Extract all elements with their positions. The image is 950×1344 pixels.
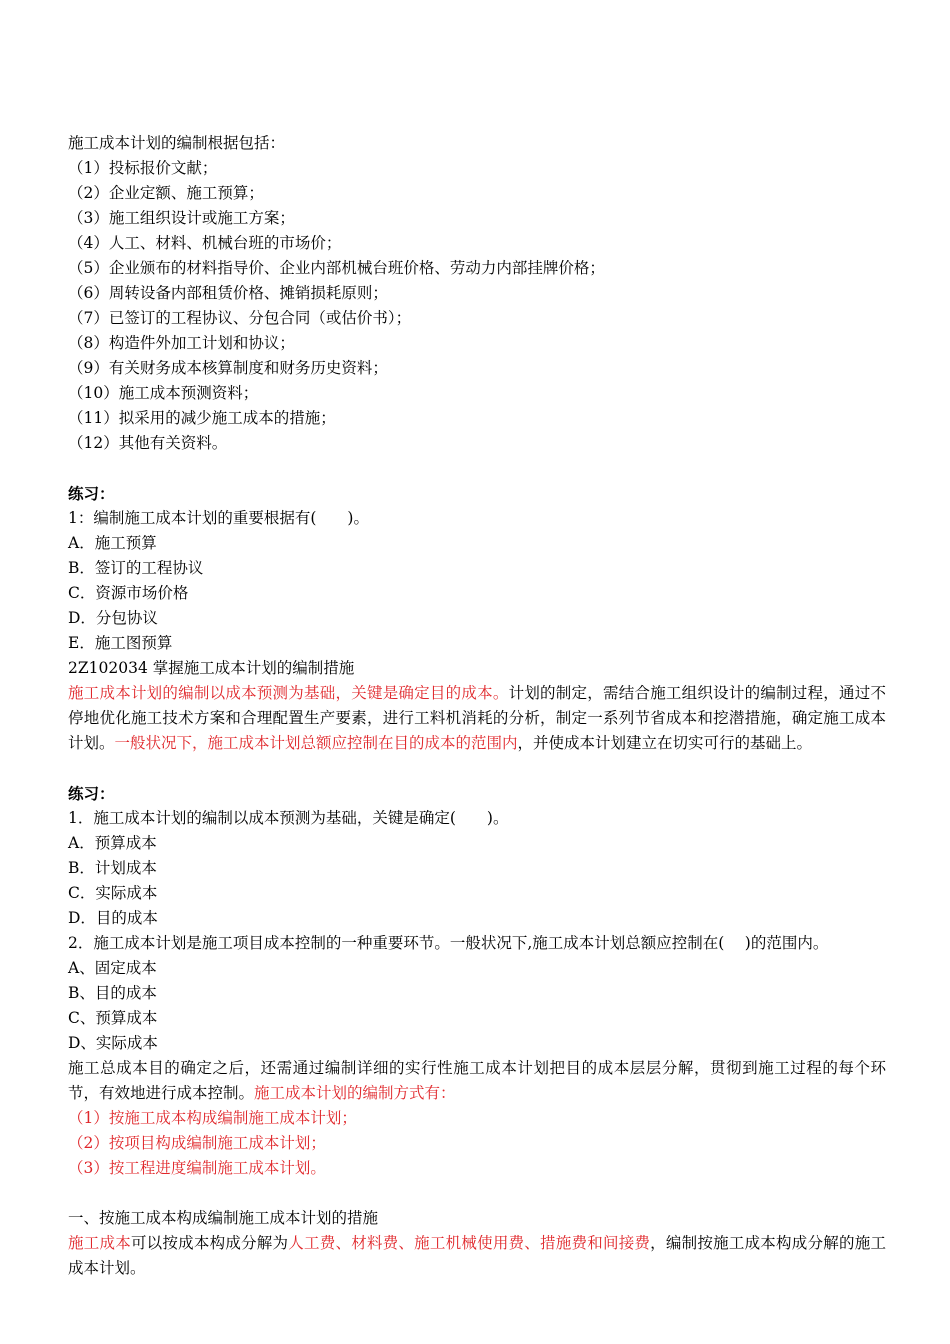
- body-text: ，编制按施工成本构成分解的施工成本计划。: [68, 1234, 886, 1277]
- method-item: （1）按施工成本构成编制施工成本计划；: [68, 1109, 357, 1127]
- answer-option: C．实际成本: [68, 884, 158, 902]
- basis-item: （3）施工组织设计或施工方案；: [68, 209, 295, 227]
- answer-option: C．资源市场价格: [68, 584, 189, 602]
- body-text: 可以按成本构成分解为: [130, 1234, 289, 1252]
- answer-option: D．分包协议: [68, 609, 158, 627]
- spacer: [68, 756, 892, 781]
- highlighted-text: 人工费、材料费、施工机械使用费、措施费和间接费: [288, 1234, 651, 1252]
- section-paragraph: [68, 681, 886, 756]
- basis-item: （11）拟采用的减少施工成本的措施；: [68, 409, 336, 427]
- basis-item: （12）其他有关资料。: [68, 434, 228, 452]
- basis-item: （2）企业定额、施工预算；: [68, 184, 264, 202]
- basis-item: （8）构造件外加工计划和协议；: [68, 334, 295, 352]
- highlighted-text: 施工成本计划的编制以成本预测为基础，关键是确定目的成本。: [68, 684, 509, 702]
- method-item: （2）按项目构成编制施工成本计划；: [68, 1134, 326, 1152]
- highlighted-text: 施工成本: [68, 1234, 131, 1252]
- exercise-heading: 练习：: [68, 484, 115, 503]
- answer-option: B．计划成本: [68, 859, 157, 877]
- exercise-question: 1：编制施工成本计划的重要根据有( )。: [68, 509, 369, 527]
- highlighted-text: 施工成本计划的编制方式有：: [254, 1084, 456, 1102]
- section-paragraph: [68, 1231, 886, 1281]
- basis-item: （7）已签订的工程协议、分包合同（或估价书）；: [68, 309, 412, 327]
- basis-item: （10）施工成本预测资料；: [68, 384, 259, 402]
- basis-item: （5）企业颁布的材料指导价、企业内部机械台班价格、劳动力内部挂牌价格；: [68, 259, 605, 277]
- spacer: [68, 456, 892, 481]
- section-title: 一、按施工成本构成编制施工成本计划的措施: [68, 1209, 379, 1227]
- answer-option: A．施工预算: [68, 534, 157, 552]
- answer-option: D、实际成本: [68, 1034, 158, 1052]
- basis-intro: 施工成本计划的编制根据包括：: [68, 134, 286, 152]
- body-text: 计划的制定，需结合施工组织设计的编制过程，通过不停地优化施工技术方案和合理配置生产要素，进行工料机消耗的分析，制定一系列节省成本和挖潜措施，确定施工成本计划。: [68, 684, 886, 752]
- section-paragraph: [68, 1056, 886, 1106]
- method-item: （3）按工程进度编制施工成本计划。: [68, 1159, 326, 1177]
- answer-option: D．目的成本: [68, 909, 158, 927]
- document-page: [68, 131, 892, 1281]
- body-text: 施工总成本目的确定之后，还需通过编制详细的实行性施工成本计划把目的成本层层分解，贯彻到施工过程的每个环节，有效地进行成本控制。: [68, 1059, 886, 1102]
- basis-item: （9）有关财务成本核算制度和财务历史资料；: [68, 359, 388, 377]
- answer-option: B、目的成本: [68, 984, 157, 1002]
- answer-option: B．签订的工程协议: [68, 559, 204, 577]
- answer-option: E．施工图预算: [68, 634, 173, 652]
- exercise-question: 1．施工成本计划的编制以成本预测为基础，关键是确定( )。: [68, 809, 509, 827]
- body-text: ，并使成本计划建立在切实可行的基础上。: [517, 734, 813, 752]
- answer-option: A．预算成本: [68, 834, 157, 852]
- answer-option: C、预算成本: [68, 1009, 158, 1027]
- section-title: 2Z102034 掌握施工成本计划的编制措施: [68, 659, 355, 677]
- exercise-heading: 练习：: [68, 784, 115, 803]
- answer-option: A、固定成本: [68, 959, 157, 977]
- highlighted-text: 一般状况下，施工成本计划总额应控制在目的成本的范围内: [114, 734, 518, 752]
- basis-item: （4）人工、材料、机械台班的市场价；: [68, 234, 342, 252]
- spacer: [68, 1181, 892, 1206]
- basis-item: （6）周转设备内部租赁价格、摊销损耗原则；: [68, 284, 388, 302]
- exercise-question: 2．施工成本计划是施工项目成本控制的一种重要环节。一般状况下,施工成本计划总额应控制在( )的范围内。: [68, 934, 829, 952]
- basis-item: （1）投标报价文献；: [68, 159, 218, 177]
